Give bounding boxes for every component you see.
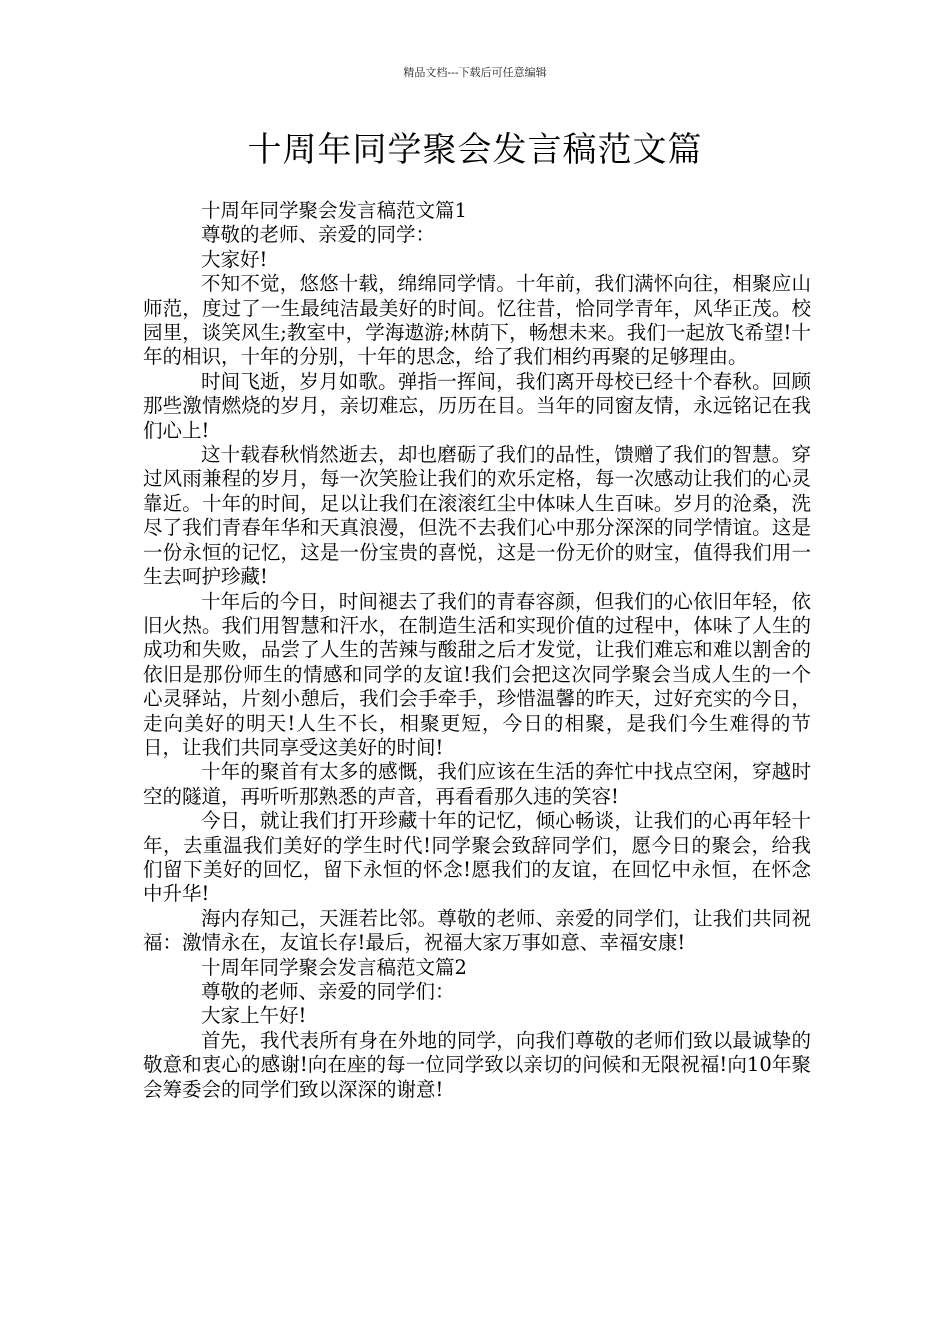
paragraph: 尊敬的老师、亲爱的同学： [201, 223, 436, 247]
document-title: 十周年同学聚会发言稿范文篇 [247, 130, 703, 170]
paragraph: 十周年同学聚会发言稿范文篇2 [201, 955, 467, 979]
paragraph: 十周年同学聚会发言稿范文篇1 [201, 199, 467, 222]
paragraph: 十年的聚首有太多的感慨，我们应该在生活的奔忙中找点空闲，穿越时空的隧道，再听听那熟悉的声音，再看看那久违的笑容! [143, 760, 811, 808]
document-body [143, 199, 811, 1102]
paragraph: 十年后的今日，时间褪去了我们的青春容颜，但我们的心依旧年轻，依旧火热。我们用智慧和汗水，在制造生活和实现价值的过程中，体味了人生的成功和失败，品尝了人生的苦辣与酸甜之后才发觉，让我们难忘和难以割舍的依旧是那份师生的情感和同学的友谊!我们会把这次同学聚会当成人生的一个心灵驿站，片刻小憩后，我们会手牵手，珍惜温馨的昨天，过好充实的今日，走向美好的明天!人生不长，相聚更短，今日的相聚，是我们今生难得的节日，让我们共同享受这美好的时间! [143, 589, 811, 759]
paragraph: 这十载春秋悄然逝去，却也磨砺了我们的品性，馈赠了我们的智慧。穿过风雨兼程的岁月，每一次笑脸让我们的欢乐定格，每一次感动让我们的心灵靠近。十年的时间，足以让我们在滚滚红尘中体味人生百味。岁月的沧桑，洗尽了我们青春年华和天真浪漫，但洗不去我们心中那分深深的同学情谊。这是一份永恒的记忆，这是一份宝贵的喜悦，这是一份无价的财宝，值得我们用一生去呵护珍藏! [143, 443, 811, 589]
paragraph: 今日，就让我们打开珍藏十年的记忆，倾心畅谈，让我们的心再年轻十年，去重温我们美好的学生时代!同学聚会致辞同学们，愿今日的聚会，给我们留下美好的回忆，留下永恒的怀念!愿我们的友谊，在回忆中永恒，在怀念中升华! [143, 809, 811, 906]
paragraph: 不知不觉，悠悠十载，绵绵同学情。十年前，我们满怀向往，相聚应山师范，度过了一生最纯洁最美好的时间。忆往昔，恰同学青年，风华正茂。校园里，谈笑风生;教室中，学海遨游;林荫下，畅想未来。我们一起放飞希望!十年的相识，十年的分别，十年的思念，给了我们相约再聚的足够理由。 [143, 272, 811, 369]
paragraph: 大家好! [201, 247, 268, 271]
header-note: 精品文档---下载后可任意编辑 [403, 66, 547, 79]
paragraph: 首先，我代表所有身在外地的同学，向我们尊敬的老师们致以最诚挚的敬意和衷心的感谢!向在座的每一位同学致以亲切的问候和无限祝福!向10年聚会筹委会的同学们致以深深的谢意! [143, 1028, 811, 1101]
paragraph: 海内存知己，天涯若比邻。尊敬的老师、亲爱的同学们，让我们共同祝福：激情永在，友谊长存!最后，祝福大家万事如意、幸福安康! [143, 906, 811, 955]
paragraph: 大家上午好! [201, 1004, 307, 1028]
paragraph: 时间飞逝，岁月如歌。弹指一挥间，我们离开母校已经十个春秋。回顾那些激情燃烧的岁月，亲切难忘，历历在目。当年的同窗友情，永远铭记在我们心上! [143, 369, 811, 442]
paragraph: 尊敬的老师、亲爱的同学们： [201, 980, 455, 1003]
